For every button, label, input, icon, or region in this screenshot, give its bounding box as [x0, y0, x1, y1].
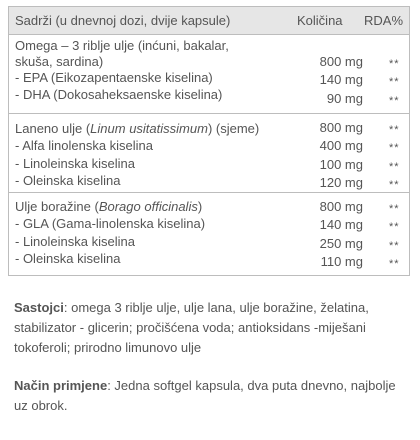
- group-borage-quantities: [320, 198, 363, 271]
- nutrition-table: [8, 6, 410, 276]
- group-flaxseed-names: [15, 120, 285, 190]
- quantity-value: 250 mg: [319, 235, 363, 251]
- group-item: - GLA (Gama-linolenska kiselina): [15, 216, 206, 232]
- group-flaxseed-quantities: [320, 119, 363, 192]
- group-omega3-quantities: [320, 53, 363, 108]
- header-quantity: Količina: [297, 13, 343, 28]
- rda-value: **: [389, 124, 400, 136]
- rda-value: **: [389, 239, 400, 252]
- group-omega3-rda: [389, 55, 400, 110]
- group-borage-names: [15, 198, 285, 268]
- quantity-value: 400 mg: [319, 138, 363, 154]
- group-title: Ulje boražine (Borago officinalis): [15, 199, 203, 214]
- rda-value: **: [389, 94, 400, 107]
- group-omega3-names: [15, 38, 285, 103]
- header-rda: RDA%: [364, 13, 404, 28]
- ingredients-paragraph: [14, 298, 410, 358]
- quantity-value: 800 mg: [319, 199, 363, 214]
- table-header: [9, 7, 409, 35]
- rda-value: **: [389, 203, 400, 215]
- latin-name: Linum usitatissimum: [90, 121, 208, 136]
- group-item: - Oleinska kiselina: [15, 251, 121, 267]
- header-content: Sadrži (u dnevnoj dozi, dvije kapsule): [15, 13, 231, 28]
- latin-name: Borago officinalis: [98, 199, 198, 214]
- quantity-value: 90 mg: [326, 90, 363, 106]
- ingredients-label: Sastojci: [14, 300, 64, 315]
- group-item: - Oleinska kiselina: [15, 173, 121, 189]
- quantity-value: 800 mg: [319, 54, 363, 69]
- rda-value: **: [389, 160, 400, 173]
- rda-value: **: [389, 257, 400, 270]
- group-title: Omega – 3 riblje ulje (inćuni, bakalar,: [15, 38, 229, 53]
- quantity-value: 140 mg: [319, 217, 363, 233]
- group-borage-rda: [389, 200, 400, 273]
- rda-value: **: [389, 58, 400, 70]
- usage-text: : Jedna softgel kapsula, dva puta dnevno, najbolje uz obrok.: [14, 378, 396, 413]
- usage-label: Način primjene: [14, 378, 108, 393]
- usage-paragraph: [14, 376, 410, 416]
- quantity-value: 120 mg: [319, 174, 363, 190]
- quantity-value: 110 mg: [320, 253, 363, 269]
- rda-value: **: [389, 221, 400, 234]
- group-flaxseed-rda: [389, 121, 400, 194]
- rda-value: **: [389, 142, 400, 155]
- quantity-value: 100 mg: [319, 156, 363, 172]
- group-item: - Linoleinska kiselina: [15, 233, 135, 249]
- rda-value: **: [389, 178, 400, 191]
- quantity-value: 140 mg: [319, 72, 363, 88]
- group-omega3: [9, 35, 409, 114]
- group-title: skuša, sardina): [15, 54, 104, 70]
- group-title: Laneno ulje (Linum usitatissimum) (sjeme): [15, 121, 260, 136]
- ingredients-text: : omega 3 riblje ulje, ulje lana, ulje boražine, želatina, stabilizator - glicerin; pročišćena voda; antioksidans -miješani tokoferoli; prirodno limunovo ulje: [14, 300, 369, 355]
- group-item: - DHA (Dokosaheksaenske kiselina): [15, 86, 223, 102]
- group-borage: [9, 193, 409, 275]
- group-item: - Alfa linolenska kiselina: [15, 138, 154, 154]
- group-flaxseed: [9, 114, 409, 193]
- rda-value: **: [389, 76, 400, 89]
- group-item: - EPA (Eikozapentaenske kiselina): [15, 70, 213, 86]
- quantity-value: 800 mg: [319, 120, 363, 135]
- group-item: - Linoleinska kiselina: [15, 155, 135, 171]
